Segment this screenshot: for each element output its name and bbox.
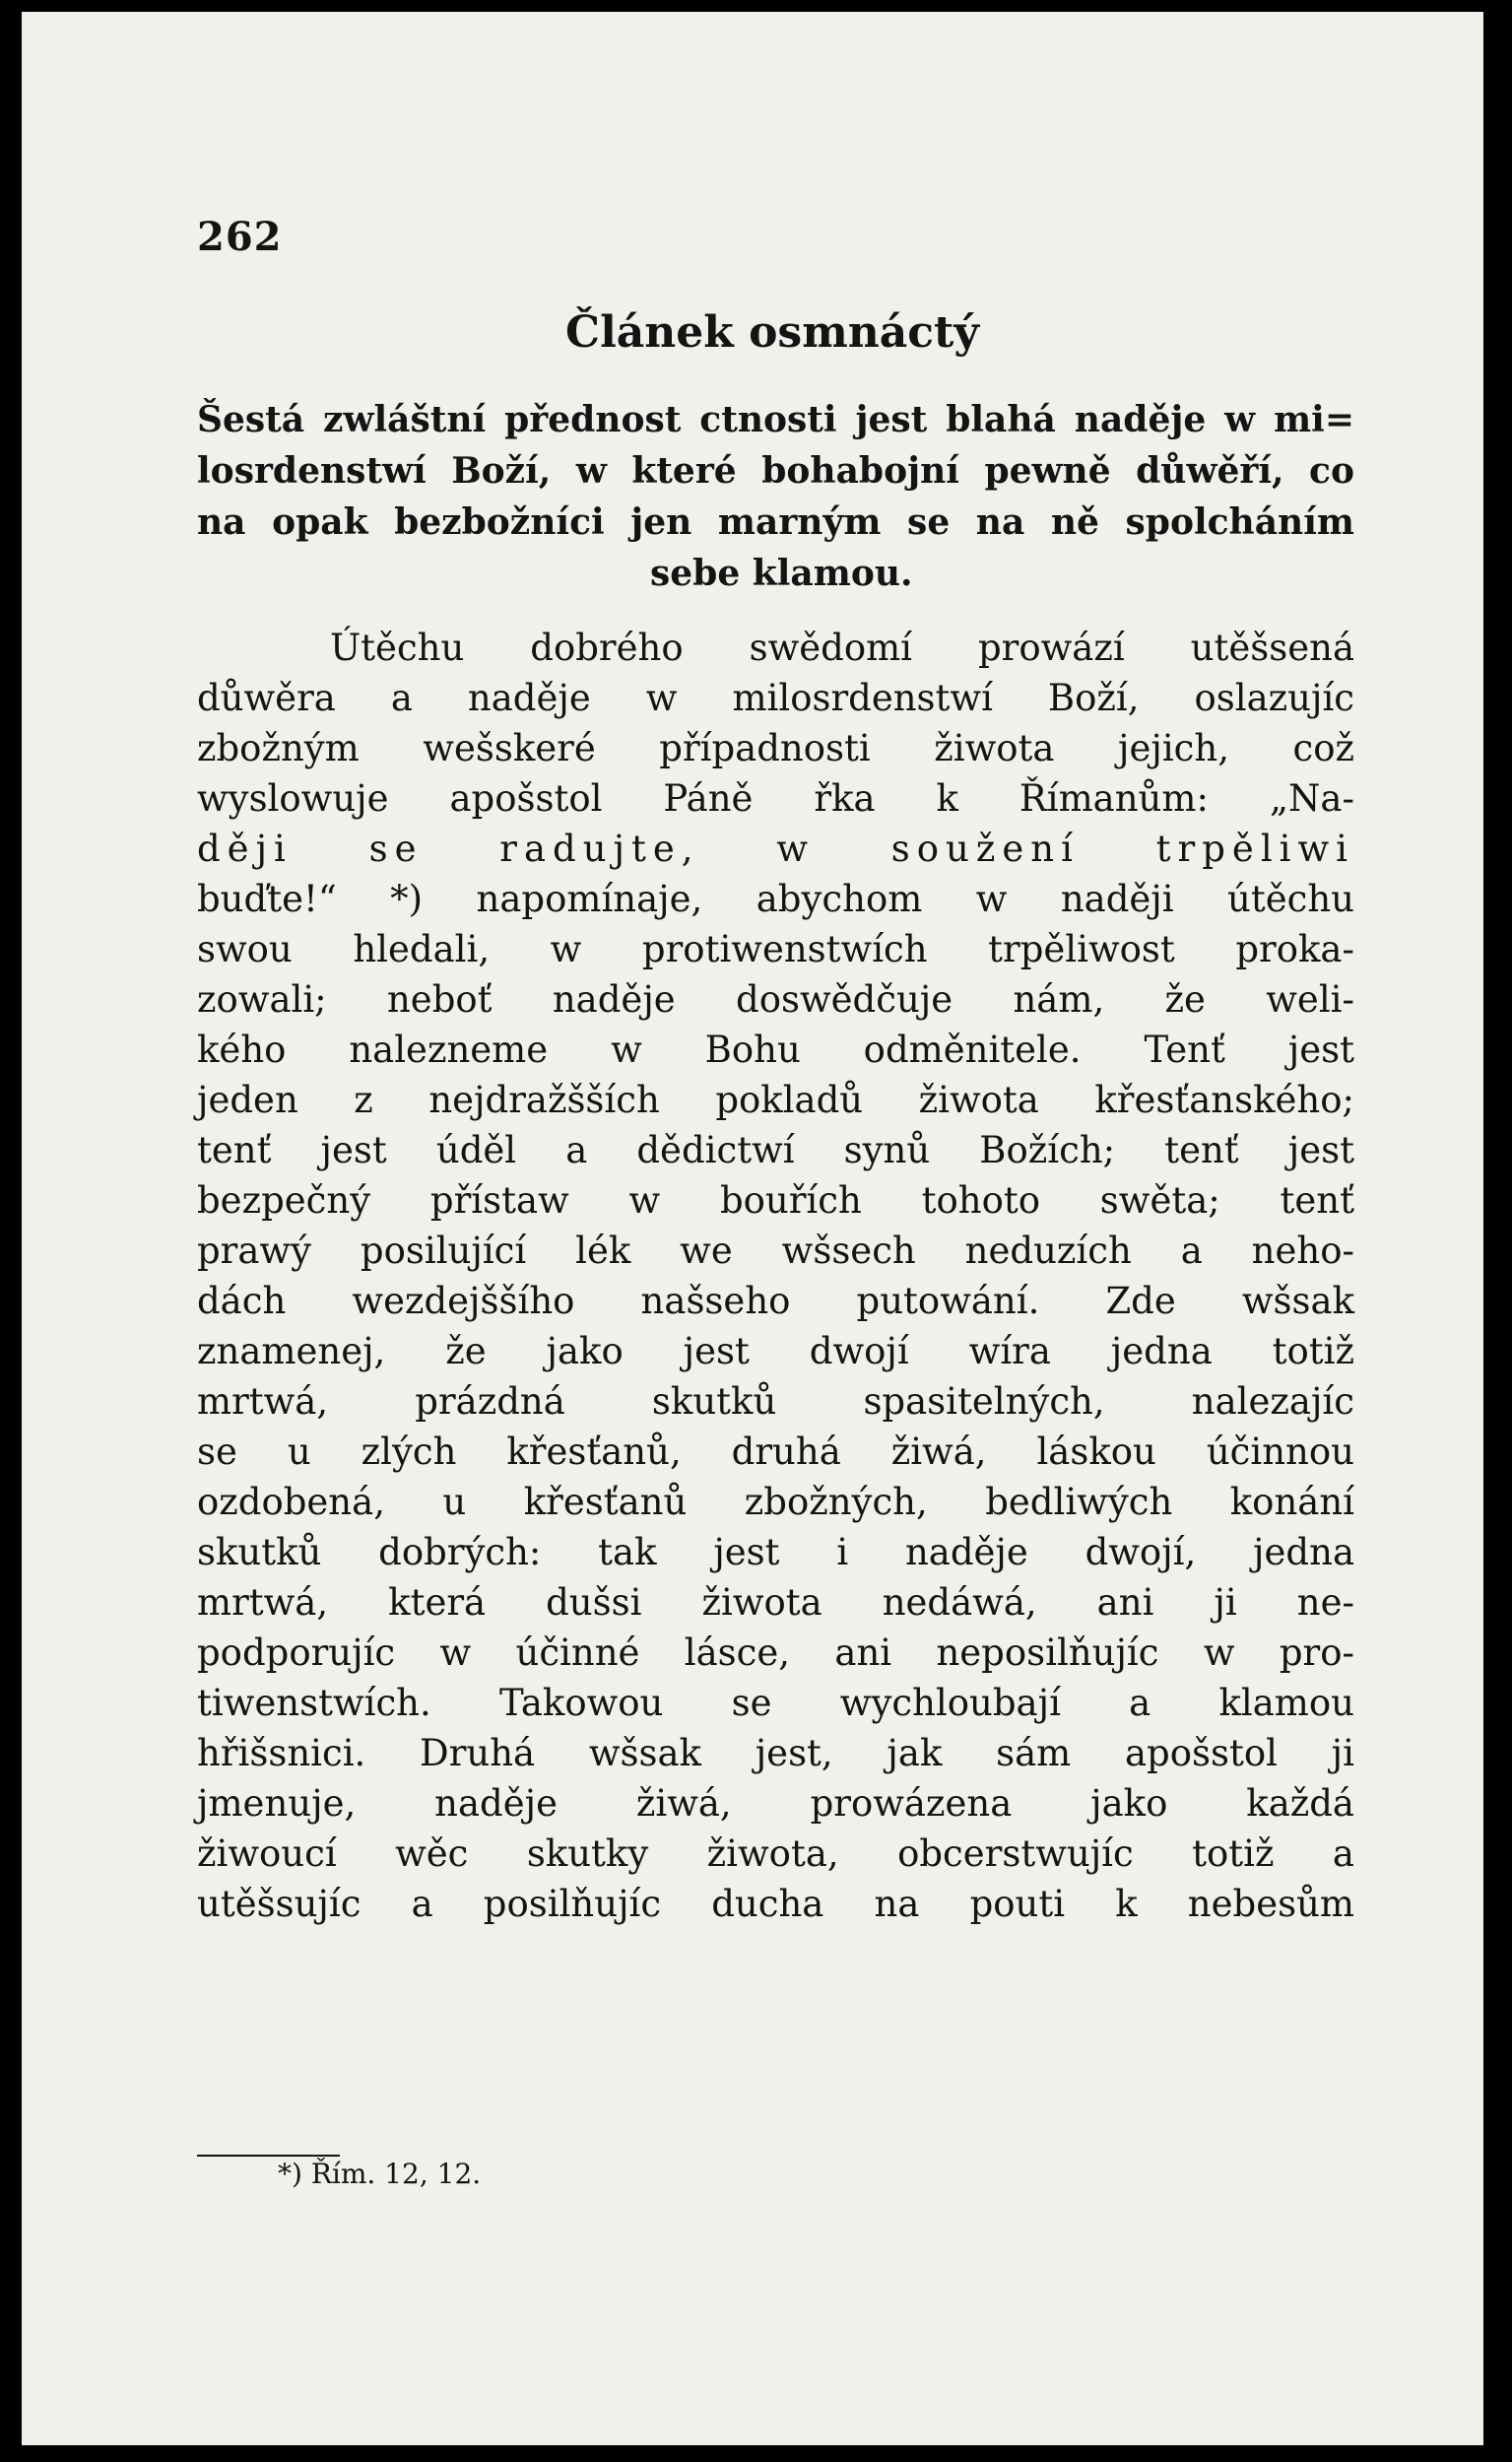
summary-line: sebe klamou.	[650, 553, 913, 594]
text-line: podporujíc w účinné lásce, ani neposilňujíc w pro-	[197, 1631, 1354, 1674]
text-line: Útěchu dobrého swědomí prowází utěšsená	[330, 627, 1354, 669]
text-line: utěšsujíc a posilňujíc ducha na pouti k nebesům	[197, 1883, 1354, 1925]
text-line: jeden z nejdražšších pokladů žiwota křesťanského;	[197, 1079, 1354, 1121]
text-line: se u zlých křesťanů, druhá žiwá, láskou účinnou	[197, 1431, 1354, 1473]
text-line: wyslowuje apošstol Páně řka k Římanům: „Na-	[197, 777, 1354, 820]
summary-line: Šestá zwláštní přednost ctnosti jest blahá naděje w mi=	[197, 399, 1354, 440]
page-number: 262	[197, 214, 283, 260]
text-line: zowali; neboť naděje doswědčuje nám, že weli-	[197, 978, 1354, 1021]
body-paragraph	[197, 623, 1354, 1929]
footnote: *) Řím. 12, 12.	[278, 2158, 482, 2190]
text-line: skutků dobrých: tak jest i naděje dwojí, jedna	[197, 1531, 1354, 1573]
text-line: mrtwá, která dušsi žiwota nedáwá, ani ji ne-	[197, 1581, 1354, 1624]
text-line: prawý posilující lék we wšsech neduzích a neho-	[197, 1230, 1354, 1272]
book-page	[22, 12, 1483, 2445]
text-line: znamenej, že jako jest dwojí wíra jedna totiž	[197, 1330, 1354, 1372]
footnote-rule	[197, 2155, 340, 2157]
text-line: žiwoucí wěc skutky žiwota, obcerstwujíc totiž a	[197, 1832, 1354, 1875]
text-line: ozdobená, u křesťanů zbožných, bedliwých konání	[197, 1481, 1354, 1523]
text-line: hřišsnici. Druhá wšsak jest, jak sám apošstol ji	[197, 1732, 1354, 1774]
chapter-title: Článek osmnáctý	[565, 307, 979, 358]
text-line: jmenuje, naděje žiwá, prowázena jako každá	[197, 1782, 1354, 1825]
text-line: buďte!“ *) napomínaje, abychom w naději útěchu	[197, 878, 1354, 920]
summary-line: losrdenstwí Boží, w které bohabojní pewně důwěří, co	[197, 450, 1354, 492]
text-line: mrtwá, prázdná skutků spasitelných, nalezajíc	[197, 1380, 1354, 1423]
text-line: tenť jest úděl a dědictwí synů Božích; tenť jest	[197, 1129, 1354, 1171]
text-line: swou hledali, w protiwenstwích trpěliwost proka-	[197, 928, 1354, 970]
summary-line: na opak bezbožníci jen marným se na ně spolcháním	[197, 501, 1354, 543]
text-line: zbožným wešskeré případnosti žiwota jejich, což	[197, 727, 1354, 769]
text-line: dách wezdejššího našseho putowání. Zde wšsak	[197, 1280, 1354, 1322]
text-line: tiwenstwích. Takowou se wychloubají a klamou	[197, 1682, 1354, 1724]
text-line: ději se radujte, w soužení trpěliwi	[197, 828, 1354, 870]
text-line: důwěra a naděje w milosrdenstwí Boží, oslazujíc	[197, 677, 1354, 719]
chapter-summary	[197, 394, 1354, 599]
text-line: bezpečný přístaw w bouřích tohoto swěta; tenť	[197, 1179, 1354, 1222]
text-line: kého nalezneme w Bohu odměnitele. Tenť jest	[197, 1029, 1354, 1071]
